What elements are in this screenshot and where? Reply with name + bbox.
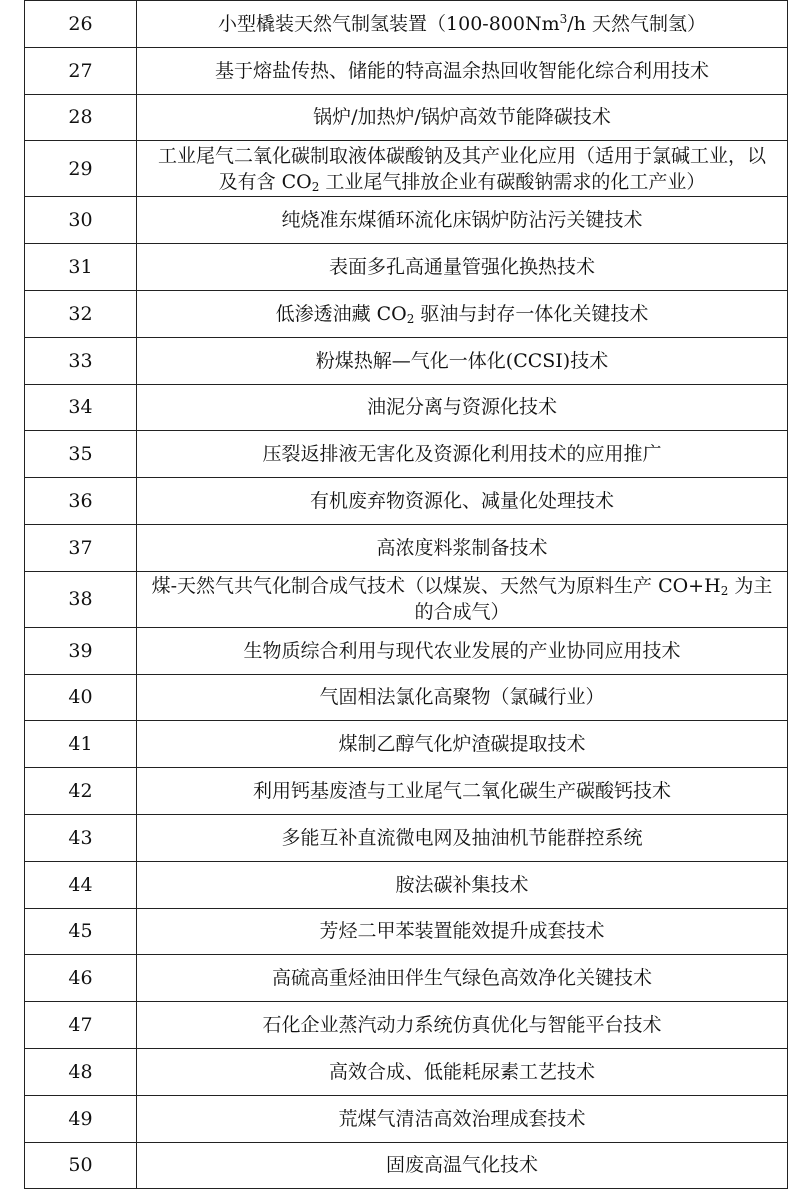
table-row [25, 908, 788, 955]
technology-name [137, 571, 788, 627]
text-segment: 基于熔盐传热、储能的特高温余热回收智能化综合利用技术 [214, 59, 709, 82]
table-row [25, 627, 788, 674]
row-number: 42 [25, 768, 137, 815]
table-row [25, 431, 788, 478]
row-number: 34 [25, 384, 137, 431]
row-number: 28 [25, 94, 137, 141]
technology-name [137, 244, 788, 291]
row-number: 32 [25, 290, 137, 337]
table-row [25, 141, 788, 197]
text-segment: 煤-天然气共气化制合成气技术（以煤炭、天然气为原料生产 CO+H [151, 575, 721, 598]
table-body [25, 1, 788, 1189]
text-segment: 煤制乙醇气化炉渣碳提取技术 [338, 733, 586, 756]
superscript: 3 [559, 11, 568, 26]
table-row [25, 571, 788, 627]
text-segment: 固废高温气化技术 [385, 1154, 538, 1177]
text-segment: 高效合成、低能耗尿素工艺技术 [328, 1060, 595, 1083]
subscript: 2 [311, 179, 320, 194]
row-number: 46 [25, 955, 137, 1002]
row-number: 35 [25, 431, 137, 478]
table-row [25, 94, 788, 141]
technology-name [137, 384, 788, 431]
table-row [25, 384, 788, 431]
row-number: 43 [25, 814, 137, 861]
table-row [25, 244, 788, 291]
row-number: 38 [25, 571, 137, 627]
row-number: 40 [25, 674, 137, 721]
row-number: 50 [25, 1142, 137, 1189]
text-segment: 低渗透油藏 CO [275, 302, 407, 325]
text-segment: 纯烧准东煤循环流化床锅炉防沾污关键技术 [281, 209, 643, 232]
table-row [25, 47, 788, 94]
technology-list-table [24, 0, 788, 1189]
technology-name [137, 1002, 788, 1049]
row-number: 30 [25, 197, 137, 244]
row-number: 48 [25, 1048, 137, 1095]
table-row [25, 955, 788, 1002]
row-number: 47 [25, 1002, 137, 1049]
text-segment: 多能互补直流微电网及抽油机节能群控系统 [281, 826, 643, 849]
row-number: 29 [25, 141, 137, 197]
text-segment: 表面多孔高通量管强化换热技术 [328, 256, 595, 279]
table-row [25, 674, 788, 721]
text-segment: 压裂返排液无害化及资源化利用技术的应用推广 [262, 443, 662, 466]
text-segment: 工业尾气二氧化碳制取液体碳酸钠及其产业化应用（适用于氯碱工业，以及有含 CO [157, 144, 766, 193]
table-row [25, 1095, 788, 1142]
row-number: 31 [25, 244, 137, 291]
technology-name [137, 721, 788, 768]
table-row [25, 1, 788, 48]
technology-name [137, 94, 788, 141]
text-segment: 工业尾气排放企业有碳酸钠需求的化工产业） [319, 170, 706, 193]
row-number: 26 [25, 1, 137, 48]
table-row [25, 814, 788, 861]
row-number: 49 [25, 1095, 137, 1142]
text-segment: 高硫高重烃油田伴生气绿色高效净化关键技术 [271, 967, 652, 990]
text-segment: 为主的合成气） [414, 575, 773, 624]
text-segment: 有机废弃物资源化、减量化处理技术 [309, 490, 614, 513]
row-number: 37 [25, 524, 137, 571]
technology-name [137, 1048, 788, 1095]
table-row [25, 1142, 788, 1189]
subscript: 2 [720, 584, 729, 599]
technology-name [137, 141, 788, 197]
text-segment: 驱油与封存一体化关键技术 [414, 302, 649, 325]
technology-name [137, 627, 788, 674]
technology-name [137, 908, 788, 955]
technology-name [137, 431, 788, 478]
text-segment: 高浓度料浆制备技术 [376, 536, 548, 559]
technology-name [137, 197, 788, 244]
row-number: 39 [25, 627, 137, 674]
row-number: 33 [25, 337, 137, 384]
text-segment: 锅炉/加热炉/锅炉高效节能降碳技术 [313, 106, 611, 129]
technology-name [137, 478, 788, 525]
subscript: 2 [406, 311, 415, 326]
row-number: 41 [25, 721, 137, 768]
text-segment: 粉煤热解—气化一体化(CCSI)技术 [315, 349, 609, 372]
table-row [25, 337, 788, 384]
text-segment: 生物质综合利用与现代农业发展的产业协同应用技术 [243, 639, 681, 662]
table-row [25, 1048, 788, 1095]
row-number: 44 [25, 861, 137, 908]
technology-name [137, 768, 788, 815]
technology-name [137, 290, 788, 337]
table-row [25, 768, 788, 815]
row-number: 45 [25, 908, 137, 955]
technology-name [137, 47, 788, 94]
row-number: 36 [25, 478, 137, 525]
technology-name [137, 861, 788, 908]
technology-name [137, 1142, 788, 1189]
technology-name [137, 674, 788, 721]
technology-name [137, 337, 788, 384]
row-number: 27 [25, 47, 137, 94]
text-segment: 芳烃二甲苯装置能效提升成套技术 [319, 920, 605, 943]
table-row [25, 1002, 788, 1049]
technology-name [137, 1, 788, 48]
text-segment: 小型橇装天然气制氢装置（100-800Nm [218, 12, 560, 35]
table-row [25, 290, 788, 337]
text-segment: 利用钙基废渣与工业尾气二氧化碳生产碳酸钙技术 [252, 780, 671, 803]
technology-name [137, 1095, 788, 1142]
technology-name [137, 814, 788, 861]
technology-name [137, 524, 788, 571]
text-segment: 胺法碳补集技术 [395, 873, 529, 896]
text-segment: 石化企业蒸汽动力系统仿真优化与智能平台技术 [262, 1014, 662, 1037]
text-segment: 油泥分离与资源化技术 [366, 396, 557, 419]
table-row [25, 197, 788, 244]
text-segment: 荒煤气清洁高效治理成套技术 [338, 1107, 586, 1130]
technology-name [137, 955, 788, 1002]
table-row [25, 721, 788, 768]
table-row [25, 524, 788, 571]
table-row [25, 861, 788, 908]
table-row [25, 478, 788, 525]
text-segment: 气固相法氯化高聚物（氯碱行业） [319, 686, 605, 709]
text-segment: /h 天然气制氢） [567, 12, 706, 35]
